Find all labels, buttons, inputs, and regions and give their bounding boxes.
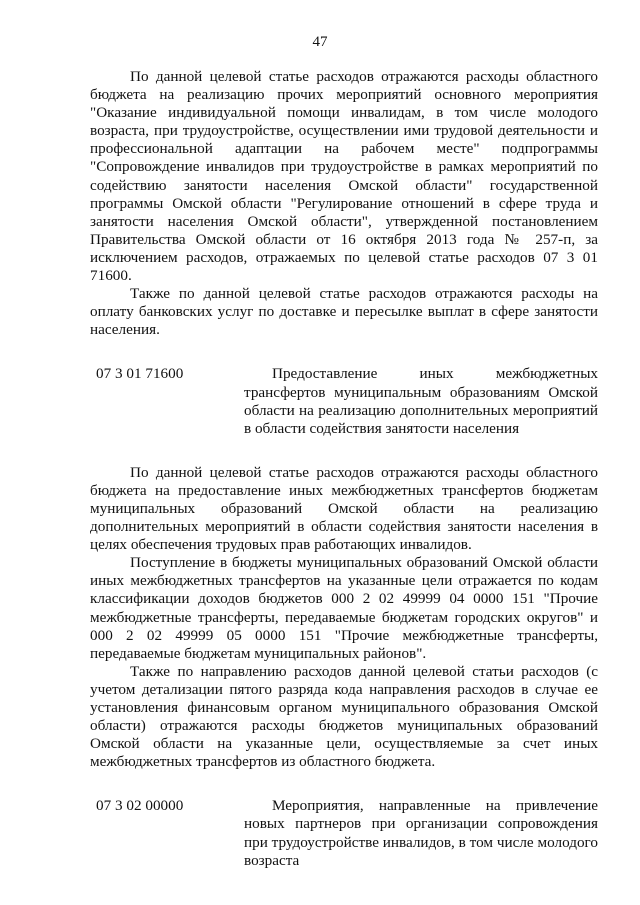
budget-code: 07 3 02 00000 bbox=[96, 797, 184, 815]
page-number: 47 bbox=[312, 34, 328, 50]
budget-code-entry bbox=[90, 365, 598, 437]
paragraph: Поступление в бюджеты муниципальных образований Омской области иных межбюджетных трансфертов на указанные цели отражается по кодам классификации доходов бюджетов 000 2 02 49999 04 0000 151 "Прочие межбюджетные трансферты, передаваемые бюджетам городских округов" и 000 2 02 49999 05 0000 151 "Прочие межбюджетные трансферты, передаваемые бюджетам муниципальных районов". bbox=[90, 554, 598, 662]
budget-code-description: Мероприятия, направленные на привлечение новых партнеров при организации сопровождения при трудоустройстве инвалидов, в том числе молодого возраста bbox=[244, 797, 598, 869]
budget-code-description: Предоставление иных межбюджетных трансфертов муниципальным образованиям Омской области на реализацию дополнительных мероприятий в области содействия занятости населения bbox=[244, 365, 598, 437]
paragraph: Также по данной целевой статье расходов отражаются расходы на оплату банковских услуг по доставке и пересылке выплат в сфере занятости населения. bbox=[90, 285, 598, 339]
budget-code-entry bbox=[90, 797, 598, 869]
paragraph: По данной целевой статье расходов отражаются расходы областного бюджета на предоставление иных межбюджетных трансфертов бюджетам муниципальных образований Омской области на реализацию дополнительных мероприятий в области содействия занятости населения в целях обеспечения трудовых прав работающих инвалидов. bbox=[90, 463, 598, 554]
budget-code: 07 3 01 71600 bbox=[96, 365, 184, 383]
paragraph: По данной целевой статье расходов отражаются расходы областного бюджета на реализацию прочих мероприятий основного мероприятия "Оказание индивидуальной помощи инвалидам, в том числе молодого возраста, при трудоустройстве, осуществлении ими трудовой деятельности и профессиональной адаптации на рабочем месте" подпрограммы "Сопровождение инвалидов при трудоустройстве в рамках мероприятий по содействию занятости населения Омской области" государственной программы Омской области "Регулирование отношений в сфере труда и занятости населения Омской области", утвержденной постановлением Правительства Омской области от 16 октября 2013 года № 257-п, за исключением расходов, отражаемых по целевой статье расходов 07 3 01 71600. bbox=[90, 68, 598, 285]
paragraph: Также по направлению расходов данной целевой статьи расходов (с учетом детализации пятого разряда кода направления расходов в случае ее установления финансовым органом муниципального образования Омской области) отражаются расходы бюджетов муниципальных образований Омской области на указанные цели, осуществляемые за счет иных межбюджетных трансфертов из областного бюджета. bbox=[90, 662, 598, 771]
document-body bbox=[90, 68, 598, 896]
